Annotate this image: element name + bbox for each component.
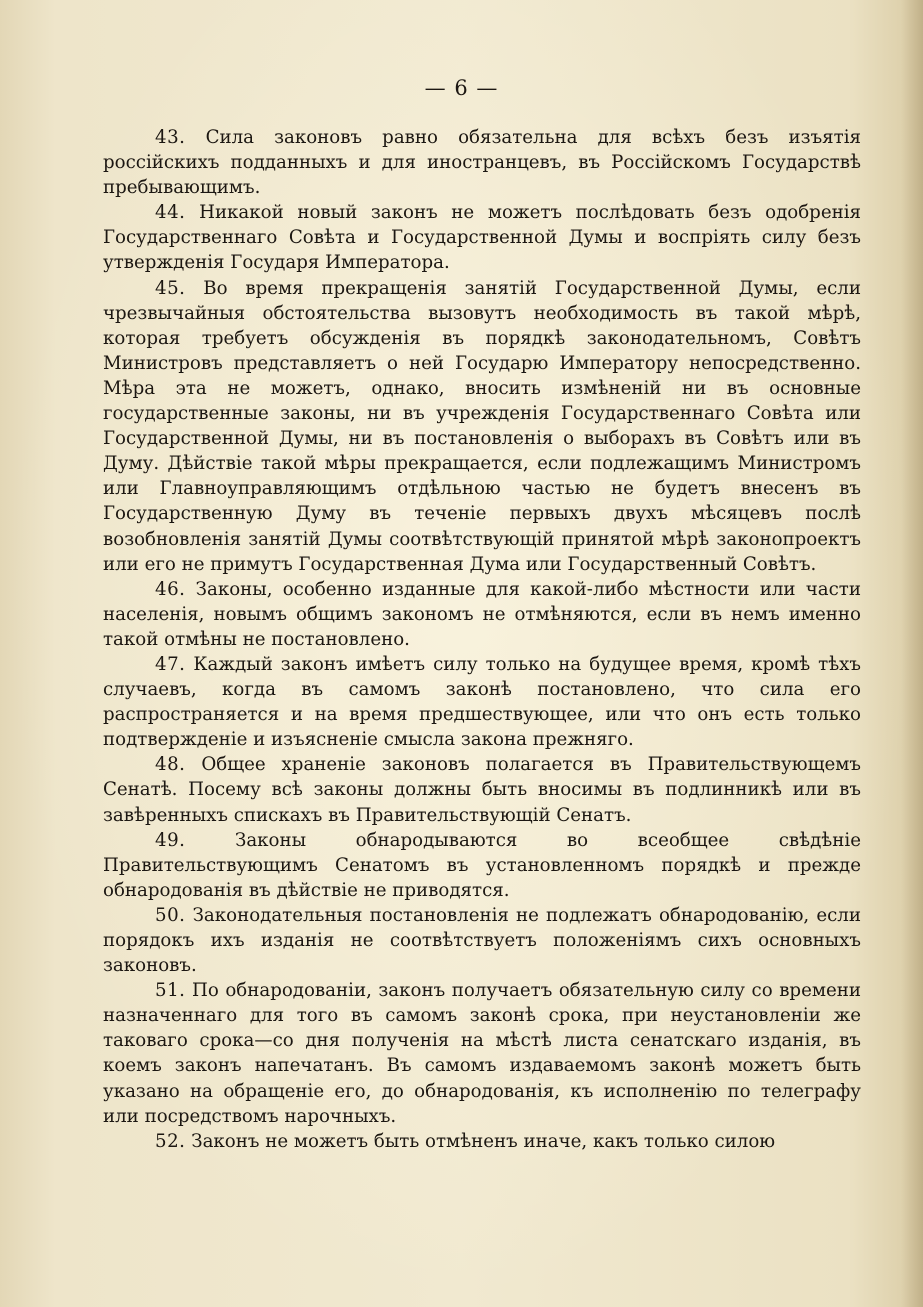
article-43 (103, 125, 861, 200)
article-text: Общее храненіе законовъ полагается въ Правительствующемъ Сенатѣ. Посему всѣ законы должны быть вносимы въ подлинникѣ или въ завѣренныхъ спискахъ въ Правительствующій Сенатъ. (103, 754, 861, 826)
page-number: — 6 — (424, 76, 499, 100)
article-48 (103, 752, 861, 827)
article-text: Во время прекращенія занятій Государственной Думы, если чрезвычайныя обстоятельства вызовутъ необходимость въ такой мѣрѣ, которая требуетъ обсужденія въ порядкѣ законодательномъ, Совѣтъ Министровъ представляетъ о ней Государю Императору непосредственно. Мѣра эта не можетъ, однако, вносить измѣненій ни въ основные государственные законы, ни въ учрежденія Государственнаго Совѣта или Государственной Думы, ни въ постановленія о выборахъ въ Совѣтъ или въ Думу. Дѣйствіе такой мѣры прекращается, если подлежащимъ Министромъ или Главноуправляющимъ отдѣльною частью не будетъ внесенъ въ Государственную Думу въ теченіе первыхъ двухъ мѣсяцевъ послѣ возобновленія занятій Думы соотвѣтствующій принятой мѣрѣ законопроектъ или его не примутъ Государственная Дума или Государственный Совѣтъ. (103, 277, 861, 575)
article-text: По обнародованіи, законъ получаетъ обязательную силу со времени назначеннаго для того въ самомъ законѣ срока, при неустановленіи же таковаго срока—со дня полученія на мѣстѣ листа сенатскаго изданія, въ коемъ законъ напечатанъ. Въ самомъ издаваемомъ законѣ можетъ быть указано на обращеніе его, до обнародованія, къ исполненію по телеграфу или посредствомъ нарочныхъ. (103, 980, 861, 1127)
article-number: 45. (155, 277, 186, 299)
article-text: Каждый законъ имѣетъ силу только на будущее время, кромѣ тѣхъ случаевъ, когда въ самомъ законѣ постановлено, что сила его распространяется и на время предшествующее, или что онъ есть только подтвержденіе и изъясненіе смысла закона прежняго. (103, 653, 861, 751)
article-text: Законодательныя постановленія не подлежатъ обнародованію, если порядокъ ихъ изданія не соотвѣтствуетъ положеніямъ сихъ основныхъ законовъ. (103, 904, 861, 977)
article-47 (103, 652, 861, 752)
article-text: Сила законовъ равно обязательна для всѣхъ безъ изъятія россійскихъ подданныхъ и для иностранцевъ, въ Россійскомъ Государствѣ пребывающимъ. (103, 127, 861, 199)
article-number: 48. (155, 754, 186, 776)
article-number: 47. (155, 653, 186, 675)
article-45 (103, 276, 861, 577)
article-number: 49. (155, 829, 186, 851)
article-number: 50. (155, 904, 186, 926)
article-50 (103, 903, 861, 978)
article-44 (103, 200, 861, 275)
article-text: Законы обнародываются во всеобщее свѣдѣніе Правительствующимъ Сенатомъ въ установленномъ порядкѣ и прежде обнародованія въ дѣйствіе не приводятся. (103, 829, 861, 901)
article-text: Законъ не можетъ быть отмѣненъ иначе, какъ только силою (191, 1130, 776, 1152)
article-number: 51. (155, 980, 186, 1002)
article-52 (103, 1129, 861, 1154)
article-text: Законы, особенно изданные для какой-либо мѣстности или части населенія, новымъ общимъ закономъ не отмѣняются, если въ немъ именно такой отмѣны не постановлено. (103, 578, 861, 650)
article-text: Никакой новый законъ не можетъ послѣдовать безъ одобренія Государственнаго Совѣта и Государственной Думы и воспріять силу безъ утвержденія Государя Императора. (103, 202, 861, 274)
article-number: 46. (155, 578, 186, 600)
article-46 (103, 577, 861, 652)
article-number: 43. (155, 127, 186, 148)
article-number: 44. (155, 202, 186, 224)
article-51 (103, 978, 861, 1129)
page-edge-shadow (901, 0, 923, 1307)
article-number: 52. (155, 1130, 186, 1152)
document-body (103, 125, 861, 1154)
article-49 (103, 828, 861, 903)
